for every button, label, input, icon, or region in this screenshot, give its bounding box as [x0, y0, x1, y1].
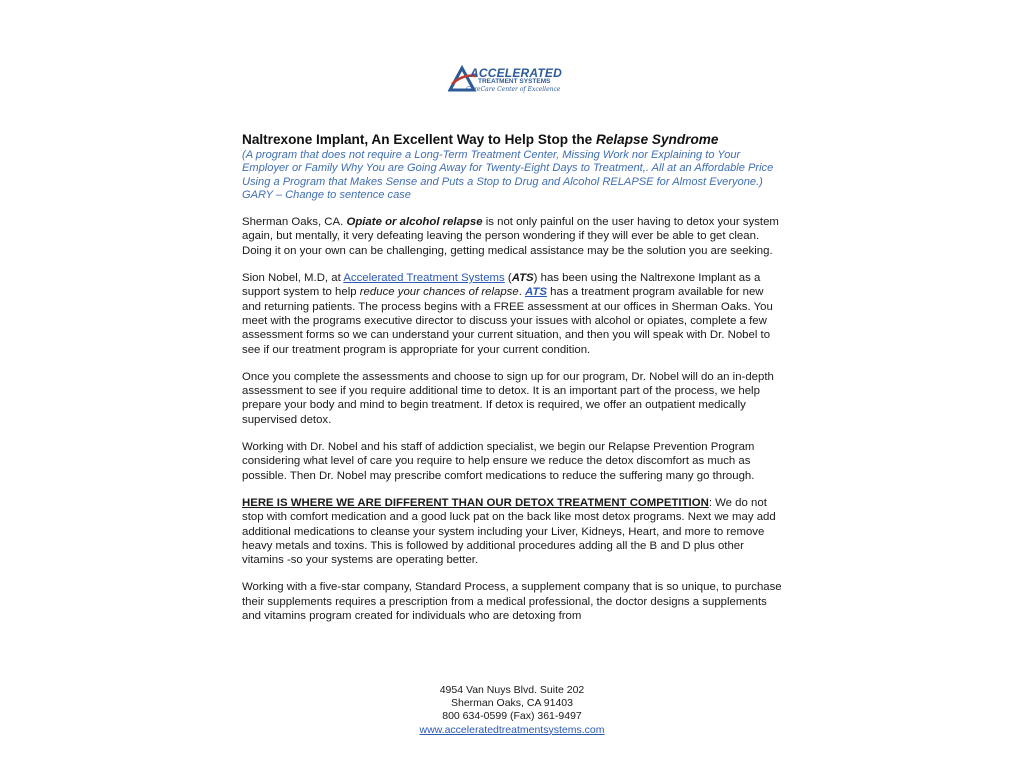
p2-text-b: ( — [504, 272, 512, 285]
p2-ats-abbrev: ATS — [511, 272, 534, 285]
paragraph-5 — [242, 496, 784, 567]
paragraph-6: Working with a five-star company, Standard Process, a supplement company that is so unique, to purchase their supplements requires a prescription from a medical professional, the doctor designs a supplements and vitamins program created for individuals who are detoxing from — [242, 581, 782, 623]
p5-text: : We do not stop with comfort medication and a good luck pat on the back like most detox programs. Next we may add additional medications to cleanse your system including your Liver, Kidneys, Heart, and more to remove heavy metals and toxins. This is followed by additional procedures adding all the B and D plus other vitamins -so your systems are operating better. — [242, 496, 776, 567]
p2-text-f: has a treatment program available for new and returning patients. The process begins with a FREE assessment at our offices in Sherman Oaks. You meet with the programs executive director to discuss your issues with alcohol or opiates, complete a few assessment forms so we can understand your current situation, and then you will speak with Dr. Nobel to see if our treatment program is appropriate for your current condition. — [242, 286, 773, 356]
logo-tagline: CareCare Center of Excellence — [466, 86, 561, 93]
paragraph-2 — [242, 271, 784, 357]
p1-emphasis: Opiate or alcohol relapse — [346, 216, 483, 229]
article-body — [242, 132, 784, 623]
p2-italic: reduce your chances of relapse — [359, 286, 519, 299]
logo-name: ACCELERATED — [470, 66, 562, 80]
p2-text-a: Sion Nobel, M.D, at — [242, 272, 344, 285]
p1-text-c: is not only painful on the user having to detox your system again, but mentally, it very defeating leaving the person wondering if they will ever be able to get clean. Doing it on your own can be challenging, getting medical assistance may be the solution you are seeking. — [242, 216, 779, 257]
p2-text-e: . — [518, 286, 526, 299]
page-footer — [400, 684, 624, 737]
footer-phone: 800 634-0599 (Fax) 361-9497 — [442, 710, 582, 723]
article-subtitle: (A program that does not require a Long-Term Treatment Center, Missing Work nor Explaining to Your Employer or Family Why You are Going Away for Twenty-Eight Days to Treatment,. All at an Affordable Price Using a Program that Makes Sense and Puts a Stop to Drug and Alcohol RELAPSE for Almost Everyone.) GARY – Change to sentence case — [242, 149, 774, 201]
competition-heading: HERE IS WHERE WE ARE DIFFERENT THAN OUR DETOX TREATMENT COMPETITION — [242, 496, 709, 509]
p1-text-a: Sherman Oaks, CA. — [242, 216, 347, 229]
ats-website-link[interactable]: Accelerated Treatment Systems — [343, 272, 505, 285]
footer-address-line-1: 4954 Van Nuys Blvd. Suite 202 — [439, 684, 585, 696]
article-title — [242, 132, 784, 148]
footer-website-link[interactable]: www.acceleratedtreatmentsystems.com — [419, 723, 605, 736]
ats-link[interactable]: ATS — [525, 286, 547, 299]
paragraph-4: Working with Dr. Nobel and his staff of addiction specialist, we begin our Relapse Prevention Program considering what level of care you require to help ensure we reduce the detox discomfort as much as possible. Then Dr. Nobel may prescribe comfort medications to reduce the suffering many go through. — [242, 441, 755, 482]
paragraph-3: Once you complete the assessments and choose to sign up for our program, Dr. Nobel will do an in-depth assessment to see if you require additional time to detox. It is an important part of the process, we help prepare your body and mind to begin treatment. If detox is required, we offer an outpatient medically supervised detox. — [242, 370, 774, 426]
company-logo — [448, 64, 568, 98]
title-italic: Relapse Syndrome — [596, 132, 719, 147]
footer-address-line-2: Sherman Oaks, CA 91403 — [451, 697, 573, 710]
paragraph-1 — [242, 215, 784, 258]
p2-text-c: ) has been using the Naltrexone Implant as a support system to help — [242, 272, 761, 299]
logo-subtitle: TREATMENT SYSTEMS — [478, 78, 551, 85]
title-main: Naltrexone Implant, An Excellent Way to Help Stop the — [242, 132, 596, 147]
